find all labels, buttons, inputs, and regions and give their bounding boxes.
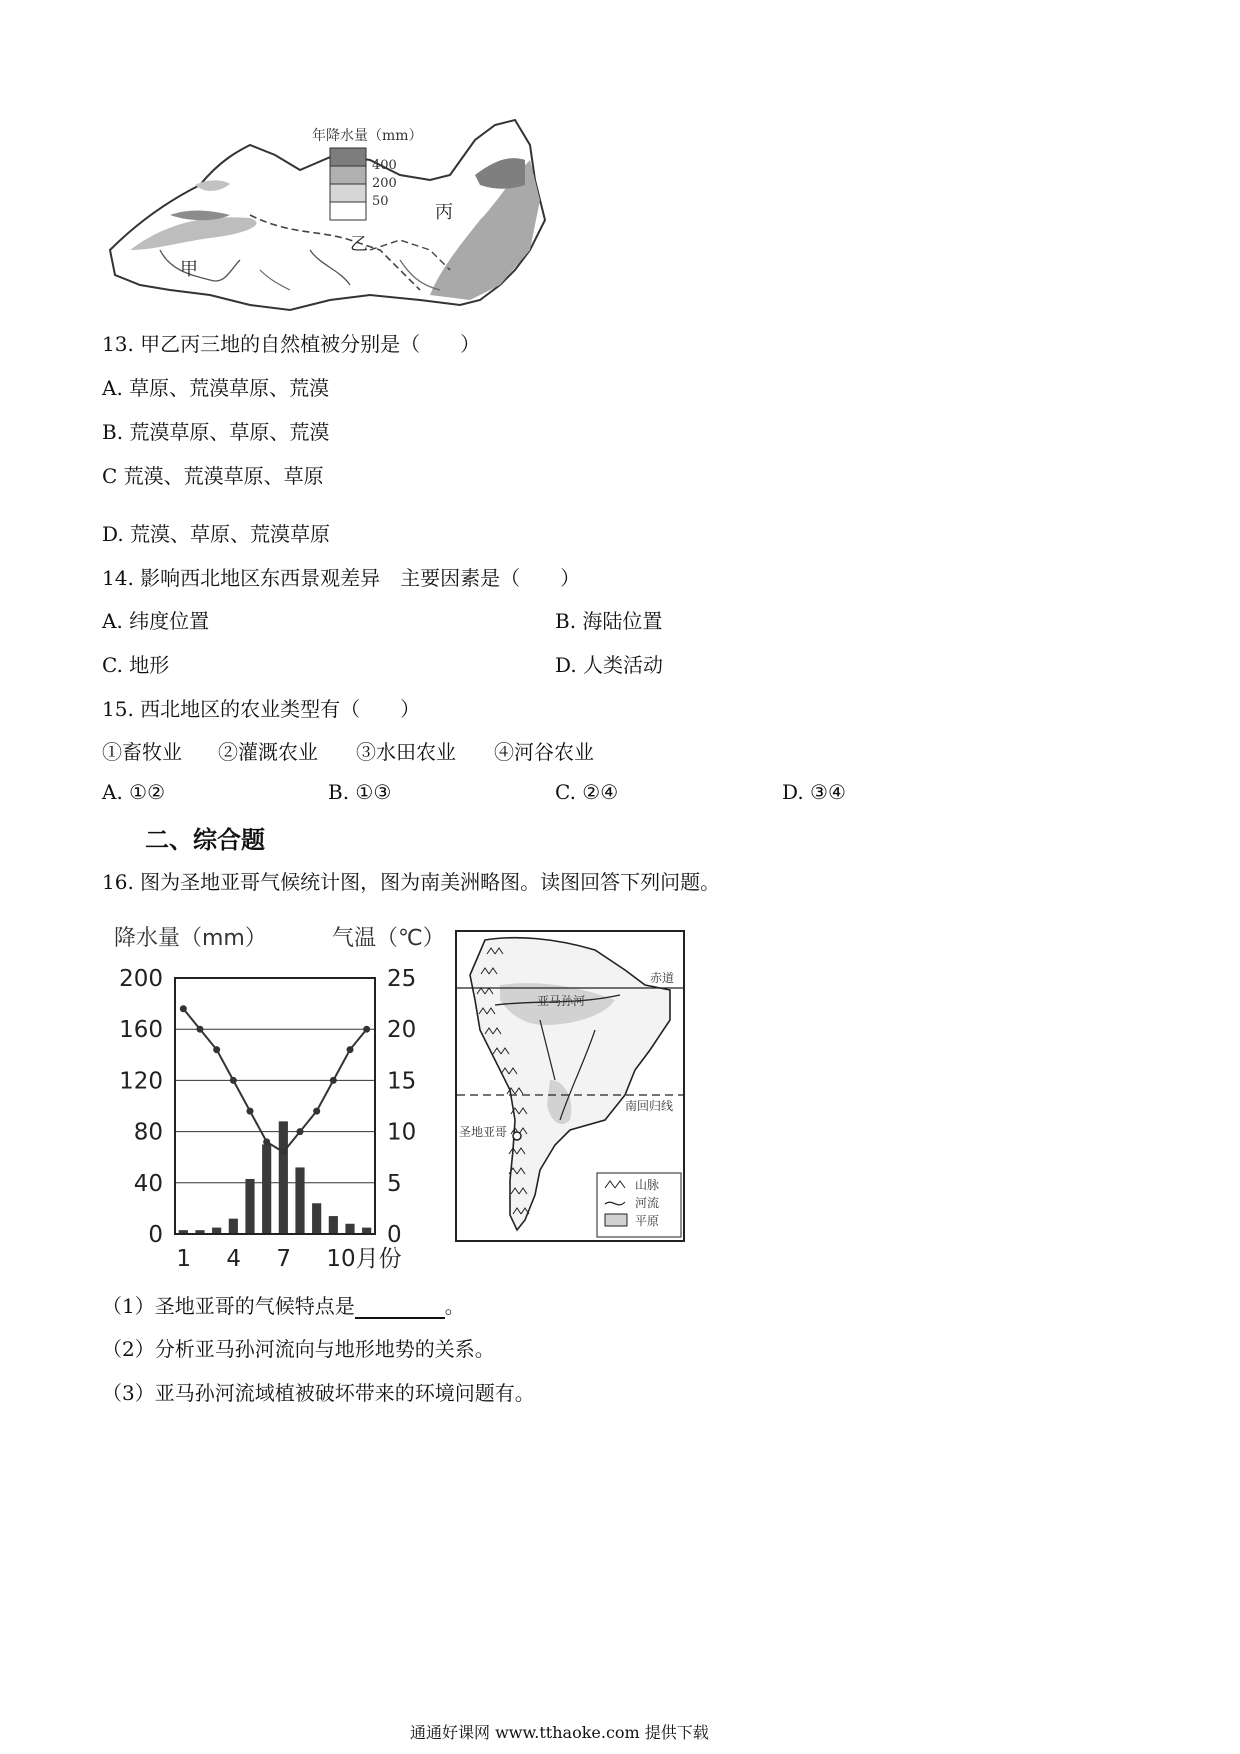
q15-option-c[interactable]: C. ②④ bbox=[555, 780, 619, 804]
legend-mountain: 山脉 bbox=[635, 1178, 660, 1192]
q16-sub1-end: 。 bbox=[444, 1294, 465, 1318]
page-footer: 通通好课网 www.tthaoke.com 提供下载 bbox=[410, 1723, 709, 1742]
q16-sub1 bbox=[102, 1290, 465, 1319]
temperature-point-month-4 bbox=[230, 1077, 237, 1084]
q16-sub3: （3）亚马孙河流域植被破坏带来的环境问题有。 bbox=[102, 1381, 535, 1405]
precip-bar-month-5 bbox=[245, 1179, 254, 1234]
place-jia: 甲 bbox=[180, 259, 198, 280]
answer-blank[interactable] bbox=[355, 1299, 445, 1319]
q16-sub2: （2）分析亚马孙河流向与地形地势的关系。 bbox=[102, 1337, 495, 1361]
legend-200: 200 bbox=[372, 176, 397, 191]
q15-item-1: ①畜牧业 bbox=[102, 740, 182, 764]
q15-item-3: ③水田农业 bbox=[356, 740, 456, 764]
temperature-point-month-8 bbox=[297, 1128, 304, 1135]
temp-tick-label: 0 bbox=[387, 1222, 402, 1248]
climate-chart bbox=[100, 915, 440, 1275]
precip-bar-month-6 bbox=[262, 1144, 271, 1234]
temp-tick-label: 5 bbox=[387, 1170, 402, 1197]
temperature-point-month-10 bbox=[330, 1077, 337, 1084]
precip-tick-label: 160 bbox=[119, 1017, 163, 1044]
temperature-point-month-2 bbox=[197, 1026, 204, 1033]
precip-bar-month-4 bbox=[229, 1219, 238, 1234]
precip-tick-label: 40 bbox=[133, 1170, 163, 1197]
q16-stem: 16. 图为圣地亚哥气候统计图，图为南美洲略图。读图回答下列问题。 bbox=[102, 870, 721, 894]
q13-stem: 13. 甲乙丙三地的自然植被分别是（ ） bbox=[102, 332, 481, 356]
temperature-point-month-12 bbox=[363, 1026, 370, 1033]
temp-tick-label: 20 bbox=[387, 1017, 417, 1044]
place-yi: 乙 bbox=[350, 234, 368, 255]
q13-option-a[interactable]: A. 草原、荒漠草原、荒漠 bbox=[102, 376, 330, 400]
equator-label: 赤道 bbox=[650, 971, 675, 985]
legend-plain: 平原 bbox=[635, 1214, 660, 1228]
precip-bar-month-10 bbox=[329, 1216, 338, 1234]
q14-option-d[interactable]: D. 人类活动 bbox=[555, 653, 664, 677]
temp-axis-label: 气温（℃） bbox=[332, 926, 440, 951]
section-title: 二、综合题 bbox=[145, 825, 265, 854]
temperature-point-month-3 bbox=[213, 1046, 220, 1053]
x-tick-label: 1 bbox=[176, 1246, 191, 1272]
temperature-point-month-1 bbox=[180, 1005, 187, 1012]
temp-tick-label: 15 bbox=[387, 1068, 417, 1095]
temp-tick-label: 10 bbox=[387, 1119, 417, 1146]
q15-option-b[interactable]: B. ①③ bbox=[328, 780, 392, 804]
south-america-map bbox=[455, 930, 685, 1242]
amazon-label: 亚马孙河 bbox=[537, 994, 586, 1008]
legend-50: 50 bbox=[372, 194, 389, 209]
santiago-label: 圣地亚哥 bbox=[459, 1125, 508, 1139]
q15-stem: 15. 西北地区的农业类型有（ ） bbox=[102, 697, 421, 721]
place-bing: 丙 bbox=[435, 202, 453, 223]
temperature-point-month-11 bbox=[347, 1046, 354, 1053]
legend-river: 河流 bbox=[635, 1196, 660, 1210]
q14-stem: 14. 影响西北地区东西景观差异 主要因素是（ ） bbox=[102, 566, 581, 590]
q14-option-a[interactable]: A. 纬度位置 bbox=[102, 609, 210, 633]
santiago-marker bbox=[513, 1132, 521, 1140]
q15-item-2: ②灌溉农业 bbox=[218, 740, 318, 764]
q14-option-b[interactable]: B. 海陆位置 bbox=[555, 609, 663, 633]
temp-tick-label: 25 bbox=[387, 966, 417, 992]
precip-tick-label: 0 bbox=[148, 1222, 163, 1248]
precip-axis-label: 降水量（mm） bbox=[114, 926, 267, 951]
precip-bar-month-8 bbox=[295, 1167, 304, 1234]
precip-bar-month-11 bbox=[345, 1224, 354, 1234]
q16-sub1-text: （1）圣地亚哥的气候特点是 bbox=[102, 1294, 355, 1318]
nw-china-precip-map bbox=[100, 100, 560, 340]
x-tick-label: 4 bbox=[226, 1246, 241, 1272]
q15-option-a[interactable]: A. ①② bbox=[102, 780, 166, 804]
q15-option-d[interactable]: D. ③④ bbox=[782, 780, 846, 804]
temperature-point-month-7 bbox=[280, 1149, 287, 1156]
temperature-point-month-6 bbox=[263, 1138, 270, 1145]
legend-title: 年降水量（mm） bbox=[312, 128, 423, 144]
q14-option-c[interactable]: C. 地形 bbox=[102, 653, 170, 677]
precip-tick-label: 120 bbox=[119, 1068, 163, 1095]
precip-bar-month-7 bbox=[279, 1121, 288, 1234]
precip-bar-month-9 bbox=[312, 1203, 321, 1234]
x-tick-label: 7 bbox=[276, 1246, 291, 1272]
temperature-point-month-5 bbox=[247, 1108, 254, 1115]
temperature-point-month-9 bbox=[313, 1108, 320, 1115]
x-tick-label: 10月份 bbox=[326, 1246, 402, 1272]
tropic-label: 南回归线 bbox=[625, 1099, 674, 1113]
q15-item-4: ④河谷农业 bbox=[494, 740, 594, 764]
legend-400: 400 bbox=[372, 158, 397, 173]
q13-option-b[interactable]: B. 荒漠草原、草原、荒漠 bbox=[102, 420, 330, 444]
q13-option-d[interactable]: D. 荒漠、草原、荒漠草原 bbox=[102, 522, 331, 546]
precip-tick-label: 80 bbox=[133, 1119, 163, 1146]
q13-option-c[interactable]: C 荒漠、荒漠草原、草原 bbox=[102, 464, 324, 488]
precip-tick-label: 200 bbox=[119, 966, 163, 992]
